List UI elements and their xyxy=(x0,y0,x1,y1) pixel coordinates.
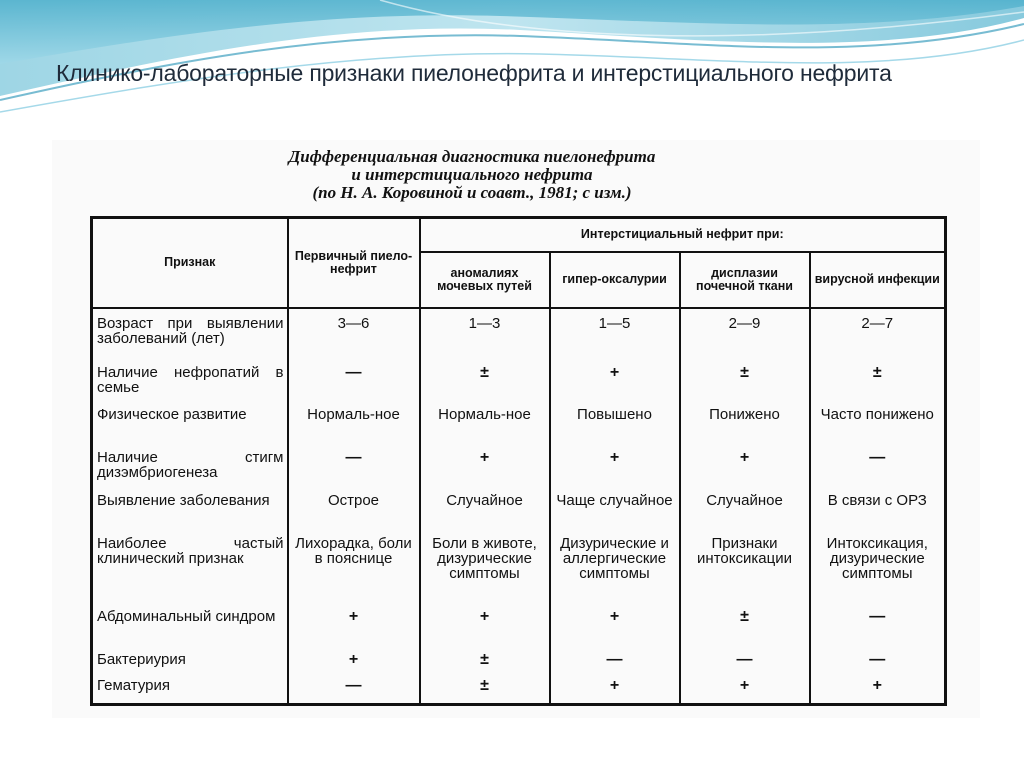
caption-line-2: и интерстициального нефрита xyxy=(351,165,593,184)
header-interstitial-group: Интерстициальный нефрит при: xyxy=(420,218,946,252)
header-sub-viral: вирусной инфекции xyxy=(810,252,946,308)
header-sub-hyperoxaluria: гипер-оксалурии xyxy=(550,252,680,308)
table-row xyxy=(92,308,946,363)
cell-value: ± xyxy=(420,363,550,406)
cell-value: — xyxy=(288,363,420,406)
cell-value: 3—6 xyxy=(288,308,420,363)
cell-value: + xyxy=(680,448,810,491)
table-row xyxy=(92,650,946,677)
cell-value: Нормаль-ное xyxy=(288,405,420,448)
cell-value: Часто понижено xyxy=(810,405,946,448)
cell-value: — xyxy=(680,650,810,677)
header-primary-pyelonephritis: Первичный пиело-нефрит xyxy=(288,218,420,308)
cell-value: ± xyxy=(420,676,550,704)
cell-value: Дизурические и аллергические симптомы xyxy=(550,534,680,607)
differential-diagnosis-table xyxy=(90,216,947,706)
cell-value: ± xyxy=(680,607,810,650)
cell-value: + xyxy=(550,448,680,491)
cell-value: В связи с ОРЗ xyxy=(810,491,946,534)
cell-value: Повышено xyxy=(550,405,680,448)
cell-value: — xyxy=(810,448,946,491)
cell-value: + xyxy=(550,363,680,406)
table-row xyxy=(92,607,946,650)
table-caption xyxy=(52,148,892,202)
cell-value: — xyxy=(288,448,420,491)
cell-value: Интоксикация, дизурические симптомы xyxy=(810,534,946,607)
cell-value: ± xyxy=(680,363,810,406)
cell-value: Понижено xyxy=(680,405,810,448)
cell-value: — xyxy=(810,650,946,677)
cell-value: Чаще случайное xyxy=(550,491,680,534)
row-sign: Наиболее частый клинический признак xyxy=(92,534,288,607)
cell-value: Острое xyxy=(288,491,420,534)
cell-value: 2—9 xyxy=(680,308,810,363)
cell-value: 1—3 xyxy=(420,308,550,363)
table-row xyxy=(92,405,946,448)
cell-value: + xyxy=(810,676,946,704)
cell-value: + xyxy=(550,607,680,650)
slide-title: Клинико-лабораторные признаки пиелонефрита и интерстициального нефрита xyxy=(56,60,892,86)
cell-value: Случайное xyxy=(680,491,810,534)
cell-value: Нормаль-ное xyxy=(420,405,550,448)
row-sign: Возраст при выявлении заболеваний (лет) xyxy=(92,308,288,363)
table-row xyxy=(92,534,946,607)
row-sign: Гематурия xyxy=(92,676,288,704)
row-sign: Наличие стигм дизэмбриогенеза xyxy=(92,448,288,491)
cell-value: Лихорадка, боли в пояснице xyxy=(288,534,420,607)
cell-value: 1—5 xyxy=(550,308,680,363)
row-sign: Физическое развитие xyxy=(92,405,288,448)
row-sign: Выявление заболевания xyxy=(92,491,288,534)
cell-value: — xyxy=(550,650,680,677)
header-sub-anomalies: аномалиях мочевых путей xyxy=(420,252,550,308)
row-sign: Абдоминальный синдром xyxy=(92,607,288,650)
row-sign: Наличие нефропатий в семье xyxy=(92,363,288,406)
table-row xyxy=(92,363,946,406)
cell-value: Признаки интоксикации xyxy=(680,534,810,607)
caption-line-1: Дифференциальная диагностика пиелонефрита xyxy=(288,147,656,166)
cell-value: + xyxy=(420,607,550,650)
cell-value: ± xyxy=(810,363,946,406)
cell-value: ± xyxy=(420,650,550,677)
cell-value: + xyxy=(680,676,810,704)
cell-value: + xyxy=(288,650,420,677)
table-row xyxy=(92,491,946,534)
header-sign: Признак xyxy=(92,218,288,308)
table-row xyxy=(92,448,946,491)
cell-value: + xyxy=(420,448,550,491)
cell-value: 2—7 xyxy=(810,308,946,363)
scanned-table-figure xyxy=(52,140,980,718)
cell-value: + xyxy=(550,676,680,704)
cell-value: Боли в животе, дизурические симптомы xyxy=(420,534,550,607)
cell-value: Случайное xyxy=(420,491,550,534)
row-sign: Бактериурия xyxy=(92,650,288,677)
cell-value: + xyxy=(288,607,420,650)
header-sub-dysplasia: дисплазии почечной ткани xyxy=(680,252,810,308)
table-row xyxy=(92,676,946,704)
caption-line-3: (по Н. А. Коровиной и соавт., 1981; с изм.) xyxy=(312,183,632,202)
cell-value: — xyxy=(288,676,420,704)
cell-value: — xyxy=(810,607,946,650)
